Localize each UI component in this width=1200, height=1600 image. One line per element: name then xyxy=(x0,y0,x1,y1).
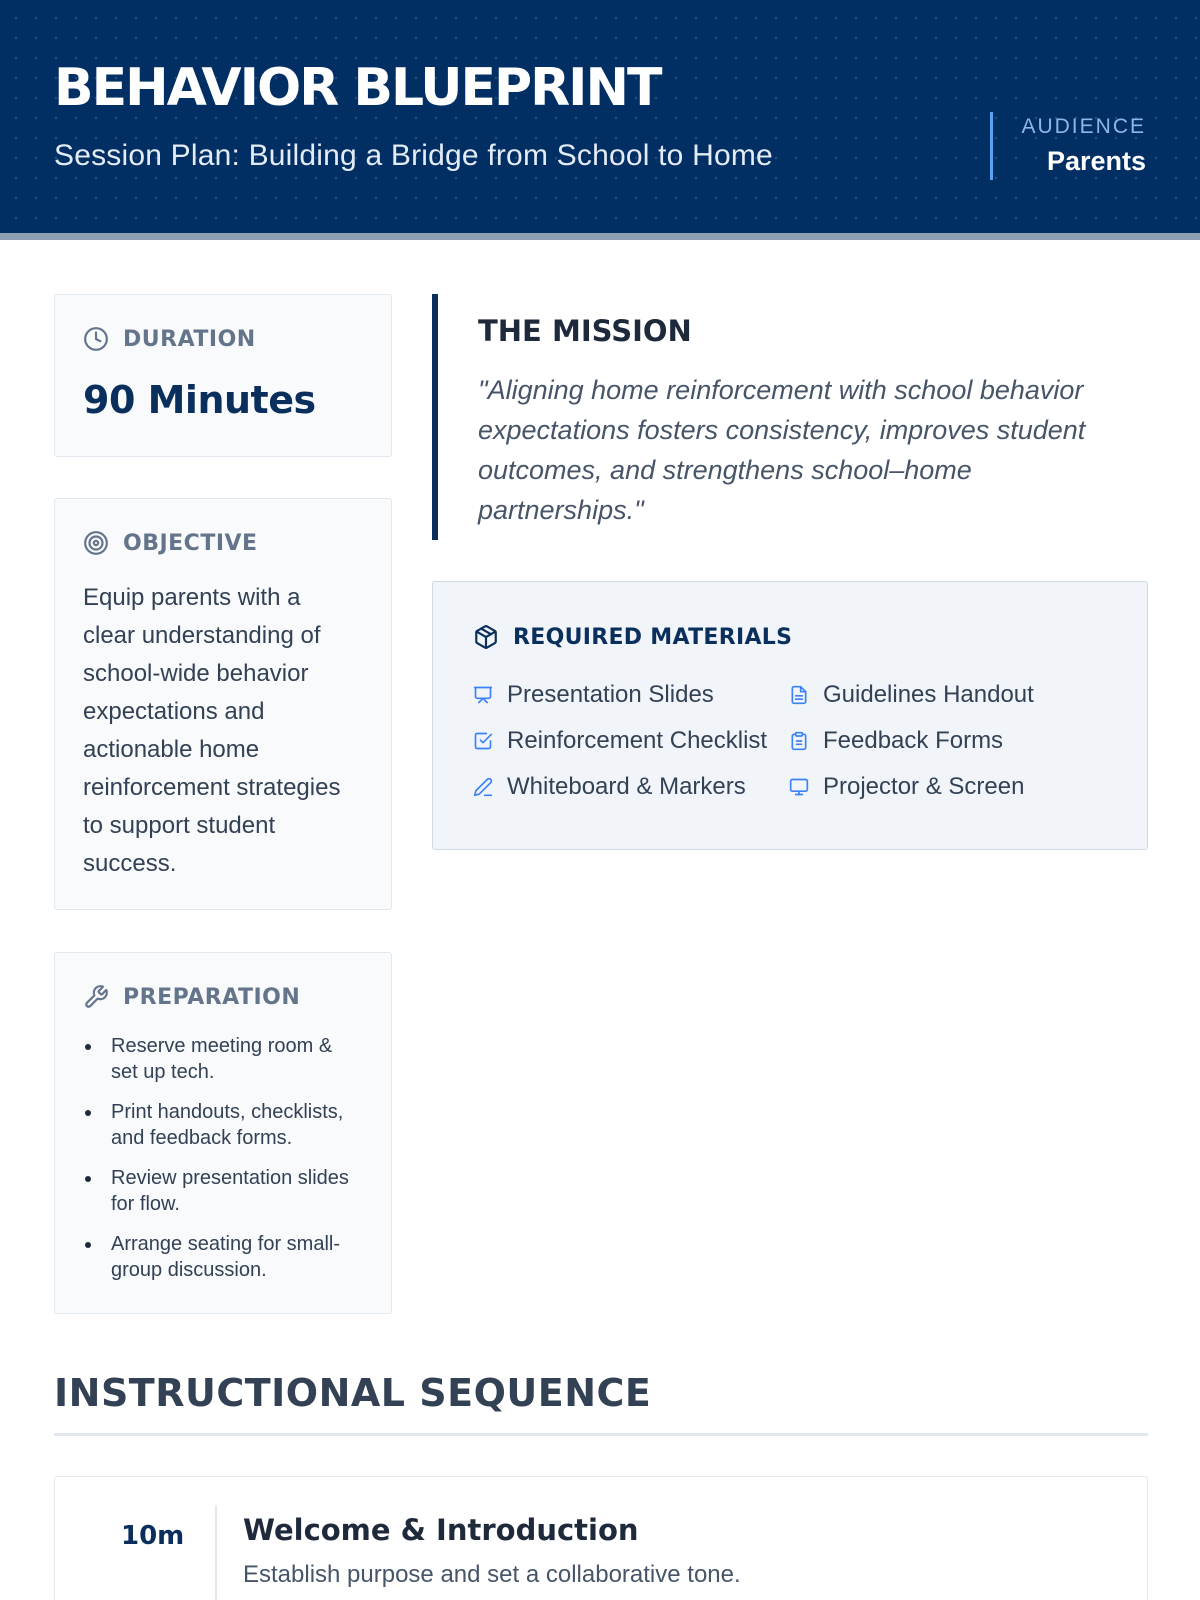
objective-line: expectations and xyxy=(83,698,265,725)
page-subtitle: Session Plan: Building a Bridge from School to Home xyxy=(54,139,773,172)
objective-line: Equip parents with a xyxy=(83,584,301,611)
clock-icon xyxy=(83,326,109,352)
duration-title: DURATION xyxy=(123,326,256,352)
objective-title: OBJECTIVE xyxy=(123,530,258,556)
objective-line: school-wide behavior xyxy=(83,660,309,687)
duration-value: 90 Minutes xyxy=(83,378,316,422)
list-item-line: for flow. xyxy=(111,1193,180,1215)
checkbox-icon xyxy=(473,731,493,751)
list-item-line: Arrange seating for small- xyxy=(111,1233,340,1255)
list-item-line: Reserve meeting room & xyxy=(111,1035,333,1057)
objective-header xyxy=(83,529,363,557)
step-title: Welcome & Introduction xyxy=(243,1513,639,1547)
material-label: Projector & Screen xyxy=(823,773,1025,800)
section-title: INSTRUCTIONAL SEQUENCE xyxy=(54,1371,652,1415)
presentation-icon xyxy=(473,685,493,705)
section-divider xyxy=(54,1433,1148,1436)
objective-text xyxy=(83,579,363,883)
list-item-line: and feedback forms. xyxy=(111,1127,293,1149)
duration-card xyxy=(54,294,392,457)
package-icon xyxy=(473,624,499,650)
material-item xyxy=(473,774,789,800)
monitor-icon xyxy=(789,777,809,797)
quote-line: outcomes, and strengthens school–home xyxy=(478,455,972,485)
quote-line: partnerships." xyxy=(478,495,644,525)
wrench-icon xyxy=(83,984,109,1010)
clipboard-icon xyxy=(789,731,809,751)
list-item-line: Review presentation slides xyxy=(111,1167,349,1189)
material-item xyxy=(789,774,1119,800)
page-title: BEHAVIOR BLUEPRINT xyxy=(54,58,661,118)
preparation-title: PREPARATION xyxy=(123,984,301,1010)
step-description: Establish purpose and set a collaborative tone. xyxy=(243,1561,741,1588)
audience-value: Parents xyxy=(1046,146,1146,176)
list-item xyxy=(83,1165,363,1217)
material-label: Reinforcement Checklist xyxy=(507,727,768,754)
quote-line: "Aligning home reinforcement with school behavior xyxy=(478,375,1084,405)
material-label: Whiteboard & Markers xyxy=(507,773,746,800)
objective-card xyxy=(54,498,392,910)
material-label: Presentation Slides xyxy=(507,681,714,708)
objective-line: reinforcement strategies xyxy=(83,774,341,801)
list-item xyxy=(83,1231,363,1283)
materials-list xyxy=(473,682,1107,800)
material-item xyxy=(473,682,789,708)
objective-line: to support student xyxy=(83,812,276,839)
material-item xyxy=(473,728,789,754)
audience-label: AUDIENCE xyxy=(1021,115,1146,138)
materials-card xyxy=(432,581,1148,850)
list-item xyxy=(83,1033,363,1085)
mission-block xyxy=(432,294,1148,540)
objective-line: actionable home xyxy=(83,736,260,763)
material-item xyxy=(789,728,1119,754)
list-item xyxy=(83,1099,363,1151)
material-label: Guidelines Handout xyxy=(823,681,1034,708)
objective-line: clear understanding of xyxy=(83,622,321,649)
list-item-line: Print handouts, checklists, xyxy=(111,1101,344,1123)
sequence-step xyxy=(54,1476,1148,1600)
header-banner xyxy=(0,0,1200,240)
objective-line: success. xyxy=(83,850,177,877)
list-item-line: group discussion. xyxy=(111,1259,267,1281)
list-item-line: set up tech. xyxy=(111,1061,215,1083)
audience-block xyxy=(990,112,1146,180)
materials-header xyxy=(473,622,1107,652)
materials-title: REQUIRED MATERIALS xyxy=(513,624,793,650)
mission-quote xyxy=(478,370,1148,530)
target-icon xyxy=(83,530,109,556)
preparation-card xyxy=(54,952,392,1314)
material-item xyxy=(789,682,1119,708)
duration-header xyxy=(83,325,363,353)
pen-icon xyxy=(473,777,493,797)
step-divider xyxy=(215,1505,217,1600)
preparation-list xyxy=(83,1033,363,1283)
step-duration: 10m xyxy=(121,1521,185,1551)
material-label: Feedback Forms xyxy=(823,727,1004,754)
mission-title: THE MISSION xyxy=(478,314,692,348)
preparation-header xyxy=(83,983,363,1011)
document-icon xyxy=(789,685,809,705)
quote-line: expectations fosters consistency, improves student xyxy=(478,415,1086,445)
